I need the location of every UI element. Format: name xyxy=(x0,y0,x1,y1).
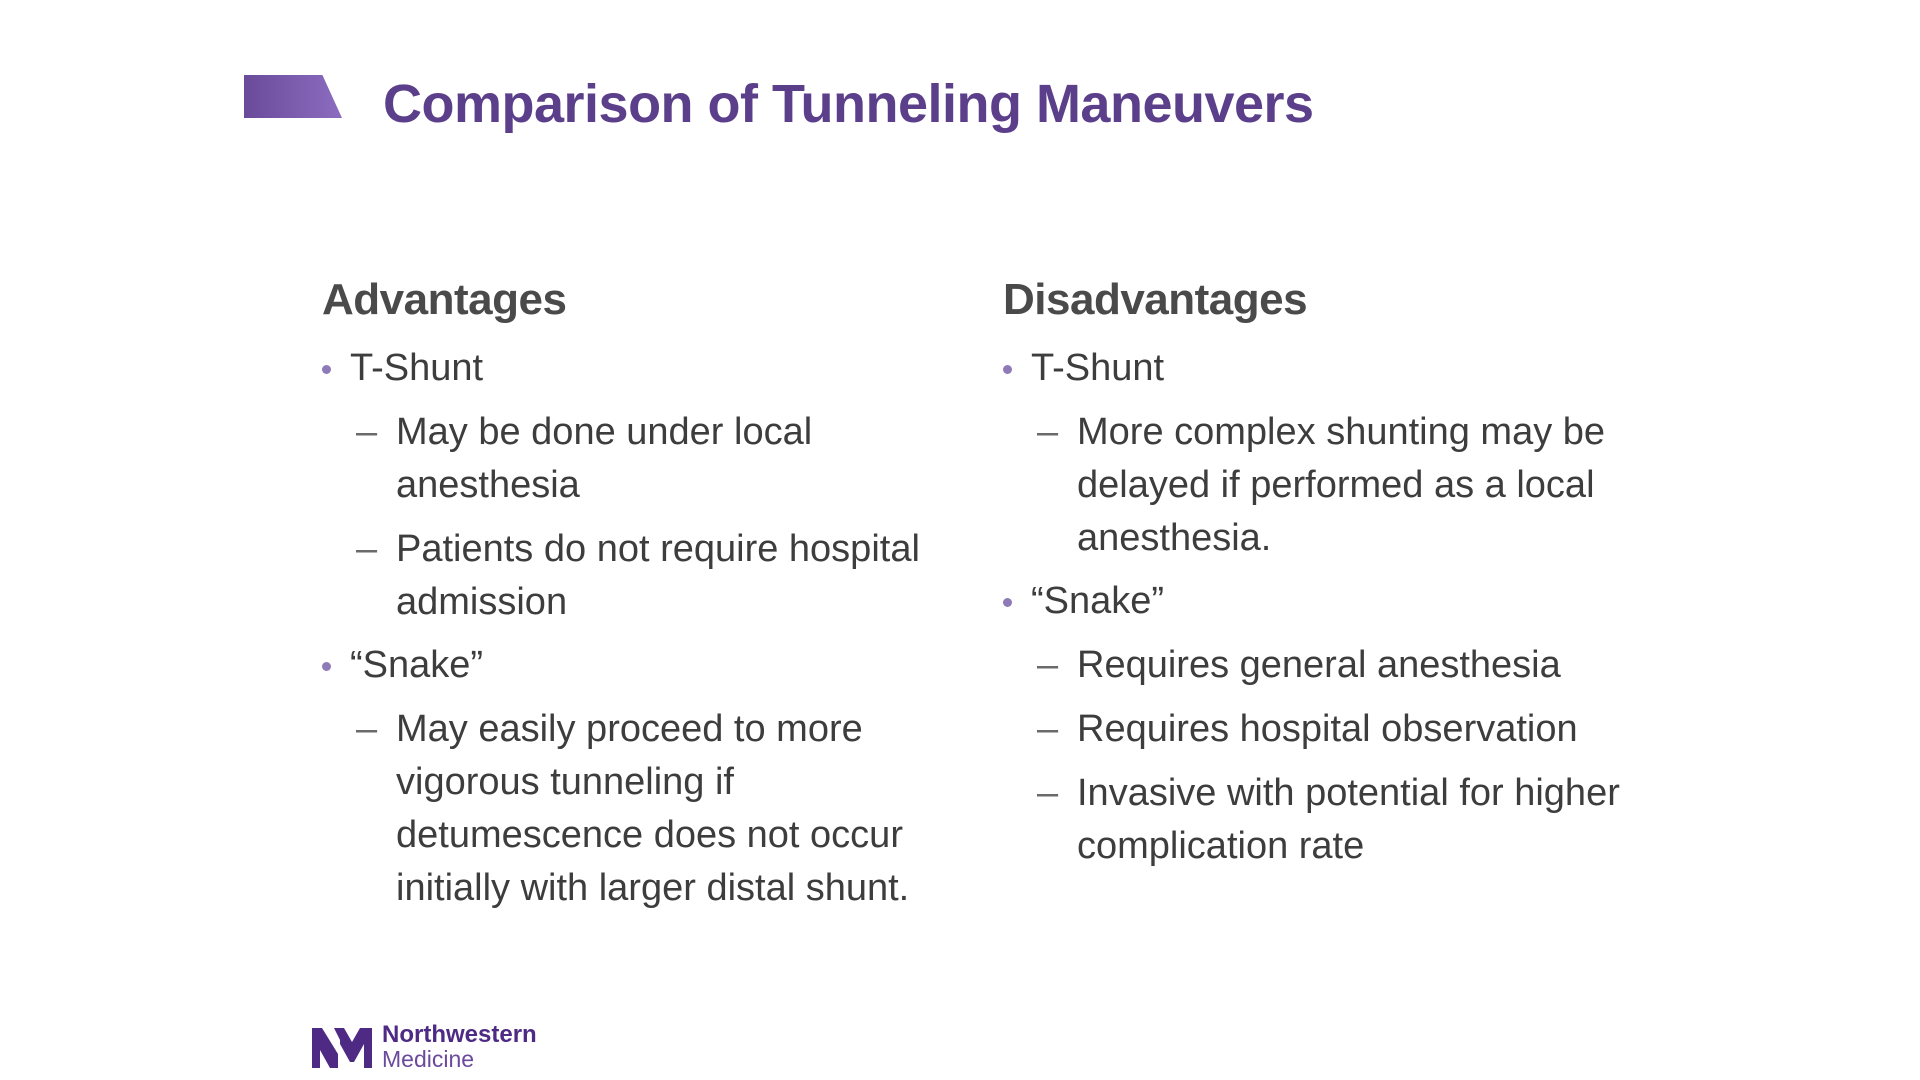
dash-icon: – xyxy=(1037,411,1059,453)
list-item xyxy=(1003,575,1663,873)
sub-list-item xyxy=(322,406,962,512)
dash-icon: – xyxy=(1037,772,1059,814)
sub-list-item xyxy=(1003,639,1663,692)
dash-icon: – xyxy=(356,528,378,570)
bullet-icon xyxy=(1003,365,1012,374)
sub-list-item-text: More complex shunting may be delayed if performed as a local anesthesia. xyxy=(1077,411,1606,559)
northwestern-medicine-logo-icon xyxy=(310,1024,374,1070)
sub-list-item-text: May easily proceed to more vigorous tunneling if detumescence does not occur initially with larger distal shunt. xyxy=(396,708,910,909)
northwestern-medicine-logo xyxy=(310,1023,537,1071)
list-item xyxy=(1003,342,1663,565)
bullet-icon xyxy=(322,365,331,374)
list-item xyxy=(322,342,962,629)
sub-list-item-text: May be done under local anesthesia xyxy=(396,411,813,506)
list-item xyxy=(322,639,962,915)
title-accent-tab xyxy=(244,75,342,118)
list-item-label: T-Shunt xyxy=(350,347,484,389)
disadvantages-column xyxy=(1003,272,1663,883)
sub-list-item xyxy=(1003,703,1663,756)
sub-list-item-text: Requires hospital observation xyxy=(1077,708,1578,750)
sub-list xyxy=(1003,406,1663,565)
logo-line-northwestern: Northwestern xyxy=(382,1021,537,1048)
sub-list xyxy=(322,703,962,915)
advantages-column xyxy=(322,272,962,925)
disadvantages-heading: Disadvantages xyxy=(1003,275,1308,324)
list-item-label: “Snake” xyxy=(1031,580,1165,622)
sub-list-item xyxy=(322,523,962,629)
logo-line-medicine: Medicine xyxy=(382,1046,475,1072)
advantages-heading: Advantages xyxy=(322,275,567,324)
sub-list xyxy=(1003,639,1663,873)
disadvantages-list xyxy=(1003,342,1663,873)
sub-list-item-text: Invasive with potential for higher complication rate xyxy=(1077,772,1620,867)
slide-title: Comparison of Tunneling Maneuvers xyxy=(383,74,1314,134)
sub-list-item-text: Requires general anesthesia xyxy=(1077,644,1561,686)
sub-list-item-text: Patients do not require hospital admission xyxy=(396,528,920,623)
advantages-list xyxy=(322,342,962,915)
dash-icon: – xyxy=(1037,644,1059,686)
dash-icon: – xyxy=(356,708,378,750)
dash-icon: – xyxy=(356,411,378,453)
bullet-icon xyxy=(1003,598,1012,607)
list-item-label: “Snake” xyxy=(350,644,484,686)
list-item-label: T-Shunt xyxy=(1031,347,1165,389)
bullet-icon xyxy=(322,662,331,671)
dash-icon: – xyxy=(1037,708,1059,750)
sub-list xyxy=(322,406,962,629)
sub-list-item xyxy=(1003,767,1663,873)
sub-list-item xyxy=(322,703,962,915)
logo-wordmark xyxy=(382,1023,537,1071)
sub-list-item xyxy=(1003,406,1663,565)
